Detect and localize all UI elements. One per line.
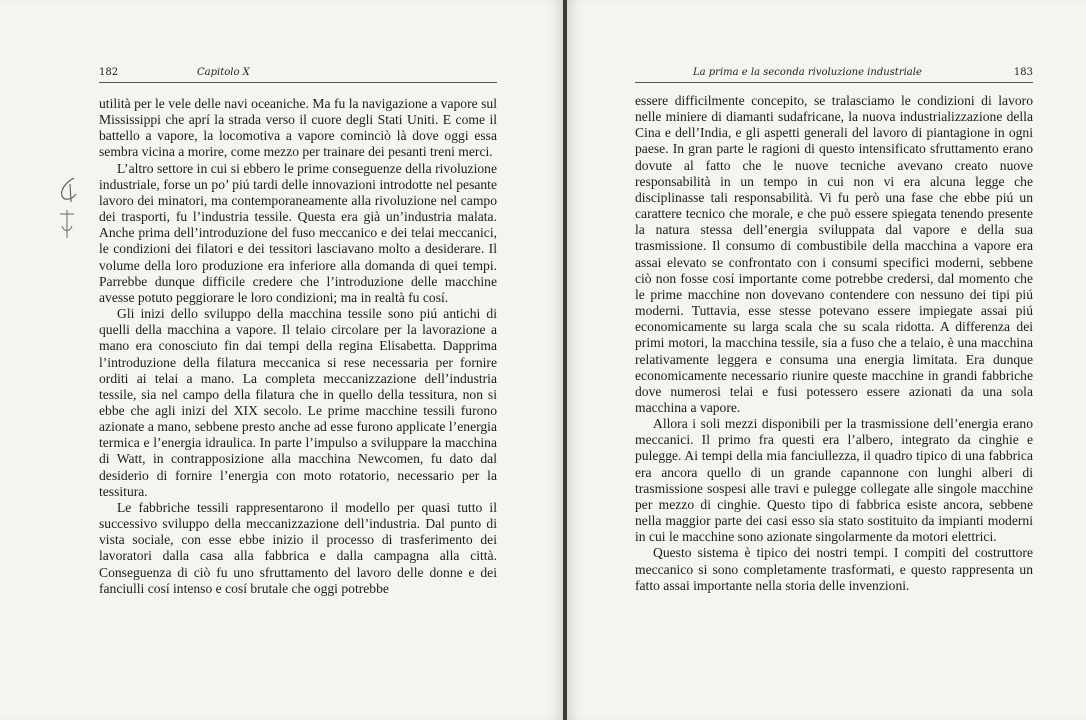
running-head: La prima e la seconda rivoluzione industriale <box>693 67 922 78</box>
paragraph: essere difficilmente concepito, se tralasciamo le condizioni di lavoro nelle miniere di diamanti sudafricane, la nuova industrializzazione della Cina e dell’India, e gli aspetti generali del lavoro di piantagione in ogni paese. In gran parte le ragioni di questo intensificato sfruttamento erano dovute al fatto che le nuove tecniche avevano creato nuove responsabilità in un tempo in cui non vi era alcuna legge che disciplinasse tali responsabilità. Vi fu però una fase che ebbe piú un carattere tecnico che morale, e che può essere spiegata tenendo presente la natura stessa dell’energia sviluppata dal vapore e della sua trasmissione. Il consumo di combustibile della macchina a vapore era assai elevato se confrontato con i consumi specifici moderni, sebbene ciò non fosse cosí importante come potrebbe credersi, dal momento che le prime macchine non dovevano contendere con nessuno dei tipi piú moderni. Tuttavia, esse stesse potevano essere impiegate assai piú economicamente su larga scala che su scala ridotta. A differenza dei primi motori, la macchina tessile, sia a fuso che a telaio, è una macchina relativamente leggera e consuma una energia limitata. Era dunque economicamente necessario riunire queste macchine in grandi fabbriche dove numerosi telai e fusi potessero essere azionati da una sola macchina a vapore. <box>635 93 1033 415</box>
right-page-body <box>635 93 1033 594</box>
right-page-header <box>635 66 1033 83</box>
right-page <box>567 0 1086 720</box>
paragraph: Allora i soli mezzi disponibili per la trasmissione dell’energia erano meccanici. Il primo fra questi era l’albero, integrato da cinghie e pulegge. Ai tempi della mia fanciullezza, il quadro tipico di una fabbrica era ancora quello di un grande capannone con lunghi alberi di trasmissione sospesi alle travi e pulegge collegate alle singole macchine per mezzo di cinghie. Questo tipo di fabbrica esiste ancora, sebbene nella maggior parte dei casi esso sia stato sostituito da impianti moderni in cui le macchine sono azionate singolarmente da motori elettrici. <box>635 416 1033 545</box>
page-number: 183 <box>1013 67 1033 78</box>
paragraph: utilità per le vele delle navi oceaniche. Ma fu la navigazione a vapore sul Mississippi che aprí la strada verso il cuore degli Stati Uniti. E come il battello a vapore, la locomotiva a vapore cominciò là dove oggi essa sembra vicina a morire, come mezzo per trainare dei pesanti treni merci. <box>99 96 497 160</box>
running-head: Capitolo X <box>197 67 250 78</box>
paragraph: L’altro settore in cui si ebbero le prime conseguenze della rivoluzione industriale, forse un po’ piú tardi delle innovazioni introdotte nel pesante lavoro dei minatori, ma contemporaneamente alla rivoluzione nel campo dei trasporti, fu l’industria tessile. Questa era già un’industria malata. Anche prima dell’introduzione del fuso meccanico e dei telai meccanici, le condizioni dei filatori e dei tessitori lasciavano molto a desiderare. Il volume della loro produzione era inferiore alla domanda di quei tempi. Parrebbe dunque difficile credere che l’introduzione delle macchine avesse potuto peggiorare le loro condizioni; ma in realtà fu cosí. <box>99 160 497 305</box>
left-page-body <box>99 96 497 597</box>
paragraph: Questo sistema è tipico dei nostri tempi. I compiti del costruttore meccanico si sono completamente trasformati, e questo rappresenta un fatto assai importante nella storia delle invenzioni. <box>635 545 1033 593</box>
paragraph: Le fabbriche tessili rappresentarono il modello per quasi tutto il successivo sviluppo della meccanizzazione dell’industria. Dal punto di vista sociale, con esse ebbe inizio il processo di trasferimento dei lavoratori dalla casa alla fabbrica e dalla campagna alla città. Conseguenza di ciò fu uno sfruttamento del lavoro delle donne e dei fanciulli cosí intenso e cosí brutale che oggi potrebbe <box>99 499 497 596</box>
pencil-margin-mark <box>50 170 90 250</box>
left-page-header <box>99 66 497 83</box>
paragraph: Gli inizi dello sviluppo della macchina tessile sono piú antichi di quelli della macchina a vapore. Il telaio circolare per la lavorazione a mano era conosciuto fin dai tempi della regina Elisabetta. Dapprima l’introduzione della filatura meccanica si rese necessaria per fornire orditi ai telai a mano. La completa meccanizzazione dell’industria tessile, sia nel campo della filatura che in quello della tessitura, non si ebbe che agli inizi del XIX secolo. Le prime macchine tessili furono azionate a mano, sebbene presto anche ad esse furono applicate l’energia termica e l’energia idraulica. In parte l’impulso a sviluppare la macchina di Watt, in contrapposizione alla macchina Newcomen, fu dato dal desiderio di fornire l’energia con moto rotatorio, necessario per la tessitura. <box>99 306 497 499</box>
page-number: 182 <box>99 67 119 78</box>
